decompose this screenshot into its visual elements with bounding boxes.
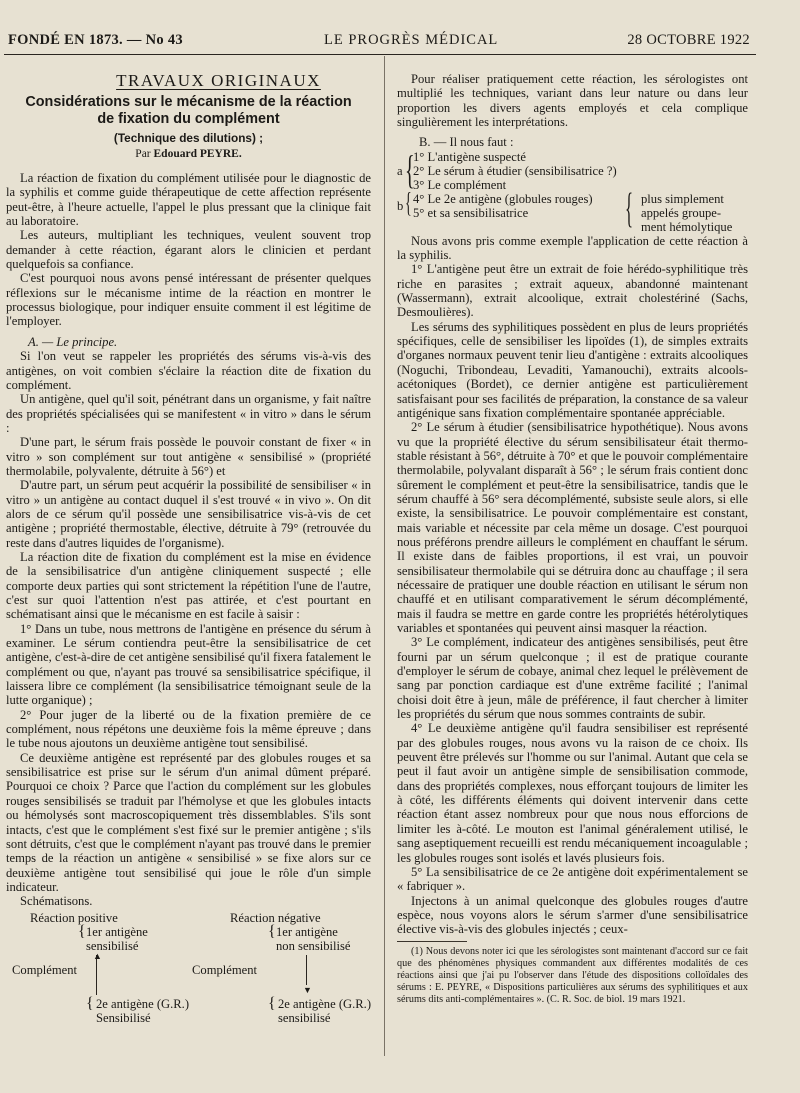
list-item: 4° Le 2e antigène (globules rouges) [413,191,593,206]
paragraph: Pour réaliser pratiquement cette réaction, les sérologistes ont multiplié les techniques, variant dans leur nature ou dans leur proportion les divers agents employés et cela complique singulièrement les interprétations. [397,72,748,130]
paragraph: D'autre part, un sérum peut acquérir la possibilité de sensibiliser « in vitro » un antigène au contact duquel il s'est trouvé « in vivo ». On dit alors de ce sérum qu'il possède une sensibilisatrice vis-à-vis de cet antigène ; propriété thermostable, élective, détruite à 79° (retrouvée du reste dans d'autres liquides de l'organisme). [6,478,371,550]
brace-icon: { [625,185,634,232]
group-label-a: a [397,163,403,178]
schema-positive-title: Réaction positive [30,910,118,925]
schema-pos-complement: Complément [12,962,78,977]
brace-icon: { [405,187,412,219]
paragraph: C'est pourquoi nous avons pensé intéressant de présenter quelques réflexions sur le mécanisme intime de la réaction en montrer le processus biologique, pour indiquer ensuite comment il est légitime de l'employer. [6,271,371,329]
arrow-down-icon: ▼ [303,984,312,995]
schema-pos-second-state: Sensibilisé [96,1010,151,1025]
side-note: ment hémolytique [641,219,733,234]
schema-pos-antigen: 1er antigène [86,924,148,939]
section-heading-principe [6,335,371,349]
footnote: (1) Nous devons noter ici que les sérologistes sont maintenant d'accord sur ce fait que des phénomènes physiques commandent aux différentes modalités de ces réactions ainsi que j'ai pu l'observer dans l'étude des dispositions colloïdales des sérums : E. PEYRE, « Dispositions particulières aux sérums des syphilitiques et aux sérums dits anti-complémentaires ». (C. R. Soc. de biol. 19 mars 1921. [397,945,748,1005]
schema-neg-antigen: 1er antigène [276,924,338,939]
brace-icon: { [78,922,86,940]
list-item: 3° Le complément [413,177,507,192]
footnote-rule [397,941,467,942]
paragraph: 2° Le sérum à étudier (sensibilisatrice hypothétique). Nous avons vu que la propriété élective du sérum sensibilisateur était thermo-stable résistant à 56°, détruite à 70° et que le pouvoir complémentaire thermolabile, polyvalant disparaît à 56° ; le sérum frais contient donc sûrement le complément et peut-être la sensibilisatrice, tandis que le sérum chauffé à 56° sera décomplémenté, subsiste seule alors, si elle existe, la sensibilisatrice. Le pouvoir complémentaire est constant, mais variable et nécessite par cela même un dosage. C'est pourquoi nous préférons prendre ailleurs le complément en chauffant le sérum. Il existe dans de faibles proportions, il est vrai, un pouvoir sensibilisateur thermolabile qui se détruira donc au chauffage ; il sera nécessaire de pratiquer une double réaction en utilisant le sérum non chauffé et en utilisant comparativement le sérum décomplémenté, mais il faudra se mettre en garde contre les propriétés hétérolytiques variables et spontanées qui peuvent ainsi masquer la réaction. [397,420,748,635]
list-item: 1° L'antigène suspecté [413,149,526,164]
article-title-line2: de fixation du complément [97,111,280,128]
paragraph: 2° Pour juger de la liberté ou de la fixation première de ce complément, nous répétons une deuxième fois la même épreuve ; dans le tube nous ajoutons un deuxième antigène tout sensibilisé. [6,707,371,751]
left-column [6,72,371,1035]
reaction-schema [6,909,371,1035]
paragraph: 3° Le complément, indicateur des antigènes sensibilisés, peut être fourni par un sérum quelconque ; il est de pratique courante d'employer le sérum de cobaye, animal chez lequel le prélèvement de sang par ponction cardiaque est d'une extrême facilité ; l'animal choisi doit être à jeun, mâle de préférence, il faut chercher à limiter les propriétés du sérum que nous sommes contraints de subir. [397,635,748,722]
brace-icon: { [86,994,94,1012]
page-header [8,32,750,52]
side-note: plus simplement [641,191,724,206]
paragraph: Ce deuxième antigène est représenté par des globules rouges et sa sensibilisatrice est prise sur le sérum d'un animal dûment préparé. Pourquoi ce choix ? Parce que l'action du complément sur les globules rouges sensibilisés se traduit par l'hémolyse et que les globules intacts ou hémolysés sont macroscopiquement très dissemblables. S'ils sont intacts, c'est que le complément s'est fixé sur le premier antigène ; s'ils sont détruits, c'est que le complément n'ayant pas trouvé dans le premier temps de la réaction un antigène « sensibilisé » se fixe alors sur ce deuxième antigène tout sensibilisé qui joue le rôle d'un simple indicateur. [6,750,371,894]
byline [6,147,371,161]
right-column [397,72,748,1006]
schema-negative-title: Réaction négative [230,910,321,925]
article-title [6,94,371,128]
header-rule [4,54,756,55]
required-items-list [397,146,748,234]
list-item: 5° et sa sensibilisatrice [413,205,529,220]
brace-icon: { [268,922,276,940]
section-title: TRAVAUX ORIGINAUX [116,71,321,90]
schema-neg-antigen-state: non sensibilisé [276,938,351,953]
schema-pos-second-antigen: 2e antigène (G.R.) [96,996,190,1011]
paragraph: Les sérums des syphilitiques possèdent en plus de leurs propriétés spécifiques, celle de sensibiliser les lipoïdes (1), de simples extraits d'organes normaux peuvent tenir lieu d'antigène : extraits alcooliques (Noguchi, Tribondeau, Levaditi, Yamanouchi), extraits alcools-acétoniques (Bordet), ce dernier antigène est particulièrement satisfaisant pour ses facilités de préparation, la constance de sa valeur antigénique sans fixation complémentaire spontanée appréciable. [397,319,748,420]
column-divider [384,56,385,1056]
paragraph: 1° Dans un tube, nous mettrons de l'antigène en présence du sérum à examiner. Le sérum contiendra peut-être la sensibilisatrice de cet antigène, c'est-à-dire de cet antigène sensibilisé qu'il fixera fatalement le complément ou que, n'ayant pas trouvé sa sensibilisatrice spécifique, il laissera libre ce complément (la sensibilisatrice témoignant seule de la lutte organique) ; [6,621,371,708]
brace-icon: { [268,994,276,1012]
list-item: 2° Le sérum à étudier (sensibilisatrice ?) [413,163,617,178]
paragraph: Nous avons pris comme exemple l'application de cette réaction à la syphilis. [397,233,748,263]
group-label-b: b [397,198,404,213]
arrow-up-icon: ▲ [93,950,102,961]
article-title-line1: Considérations sur le mécanisme de la réaction [25,94,352,111]
paragraph: 5° La sensibilisatrice de ce 2e antigène doit expérimentalement se « fabriquer ». [397,864,748,894]
schema-pos-antigen-state: sensibilisé [86,938,139,953]
paragraph: Injectons à un animal quelconque des globules rouges d'autre espèce, nous voyons alors le sérum s'armer d'une sensibilisatrice élective vis-à-vis des globules injectés ; ceux- [397,893,748,937]
principe-label: A. — Le principe. [28,334,118,349]
schema-neg-second-antigen: 2e antigène (G.R.) [278,996,372,1011]
brace-icon: { [405,146,415,192]
paragraph: Si l'on veut se rappeler les propriétés des sérums vis-à-vis des antigènes, on voit combien s'éclaire la réaction dite de fixation du complément. [6,349,371,392]
header-journal-name: LE PROGRÈS MÉDICAL [324,32,499,48]
schema-intro: Schématisons. [20,894,93,909]
paragraph: 1° L'antigène peut être un extrait de foie hérédo-syphilitique très riche en parasites ; extrait aqueux, abandonné maintenant (Wassermann), extrait alcoolique, extrait cholestériné (Sachs, Desmoulières). [397,262,748,320]
section-heading-b: B. — Il nous faut : [419,135,514,150]
paragraph: Les auteurs, multipliant les techniques, veulent souvent trop demander à cette réaction, égarant alors le clinicien et perdant quelquefois sa confiance. [6,228,371,272]
byline-prefix: Par [135,147,151,160]
paragraph: La réaction dite de fixation du complément est la mise en évidence de la sensibilisatrice d'un antigène cliniquement suspecté ; elle comporte deux parties qui sont strictement la répétition l'une de l'autre, c'est sur quoi l'attention n'est pas attirée, et c'est pourtant en schématisant ainsi que le mécanisme en est facile à saisir : [6,549,371,622]
article-subtitle: (Technique des dilutions) ; [113,131,264,146]
header-date: 28 OCTOBRE 1922 [627,32,750,48]
header-founded: FONDÉ EN 1873. — No 43 [8,32,183,48]
paragraph: La réaction de fixation du complément utilisée pour le diagnostic de la syphilis et comme guide thérapeutique de cette affection représente peut-être, à l'heure actuelle, l'appel le plus pressant que la clinique fait au laboratoire. [6,171,371,229]
side-note: appelés groupe- [641,205,722,220]
paragraph: D'une part, le sérum frais possède le pouvoir constant de fixer « in vitro » son complément sur tout antigène « sensibilisé » (propriété thermolabile, polyvalente, détruite à 56°) et [6,435,371,478]
schema-neg-second-state: sensibilisé [278,1010,331,1025]
author-name: Edouard PEYRE. [153,147,242,160]
schema-neg-complement: Complément [192,962,258,977]
paragraph: Un antigène, quel qu'il soit, pénétrant dans un organisme, y fait naître des propriétés spécialisées qui se manifestent « in vitro » dans le sérum : [6,392,371,435]
arrow-line [306,955,307,985]
paragraph: 4° Le deuxième antigène qu'il faudra sensibiliser est représenté par des globules rouges, nous avons vu la raison de ce choix. Ils peuvent être prélevés sur l'homme ou sur l'animal. Autant que cela se peut il faut avoir un antigène simple de sensibilisation commode, dans des propriétés complexes, nous efforçant toujours de limiter les à côté, les différents éléments qui doivent intervenir dans cette réaction étant assez nombreux pour que nous nous efforcions de limiter les à-côté. Le mouton est l'animal généralement utilisé, le sang aseptiquement recueilli est rendu mécaniquement incoagulable ; les globules rouges sont isolés et lavés plusieurs fois. [397,721,748,865]
